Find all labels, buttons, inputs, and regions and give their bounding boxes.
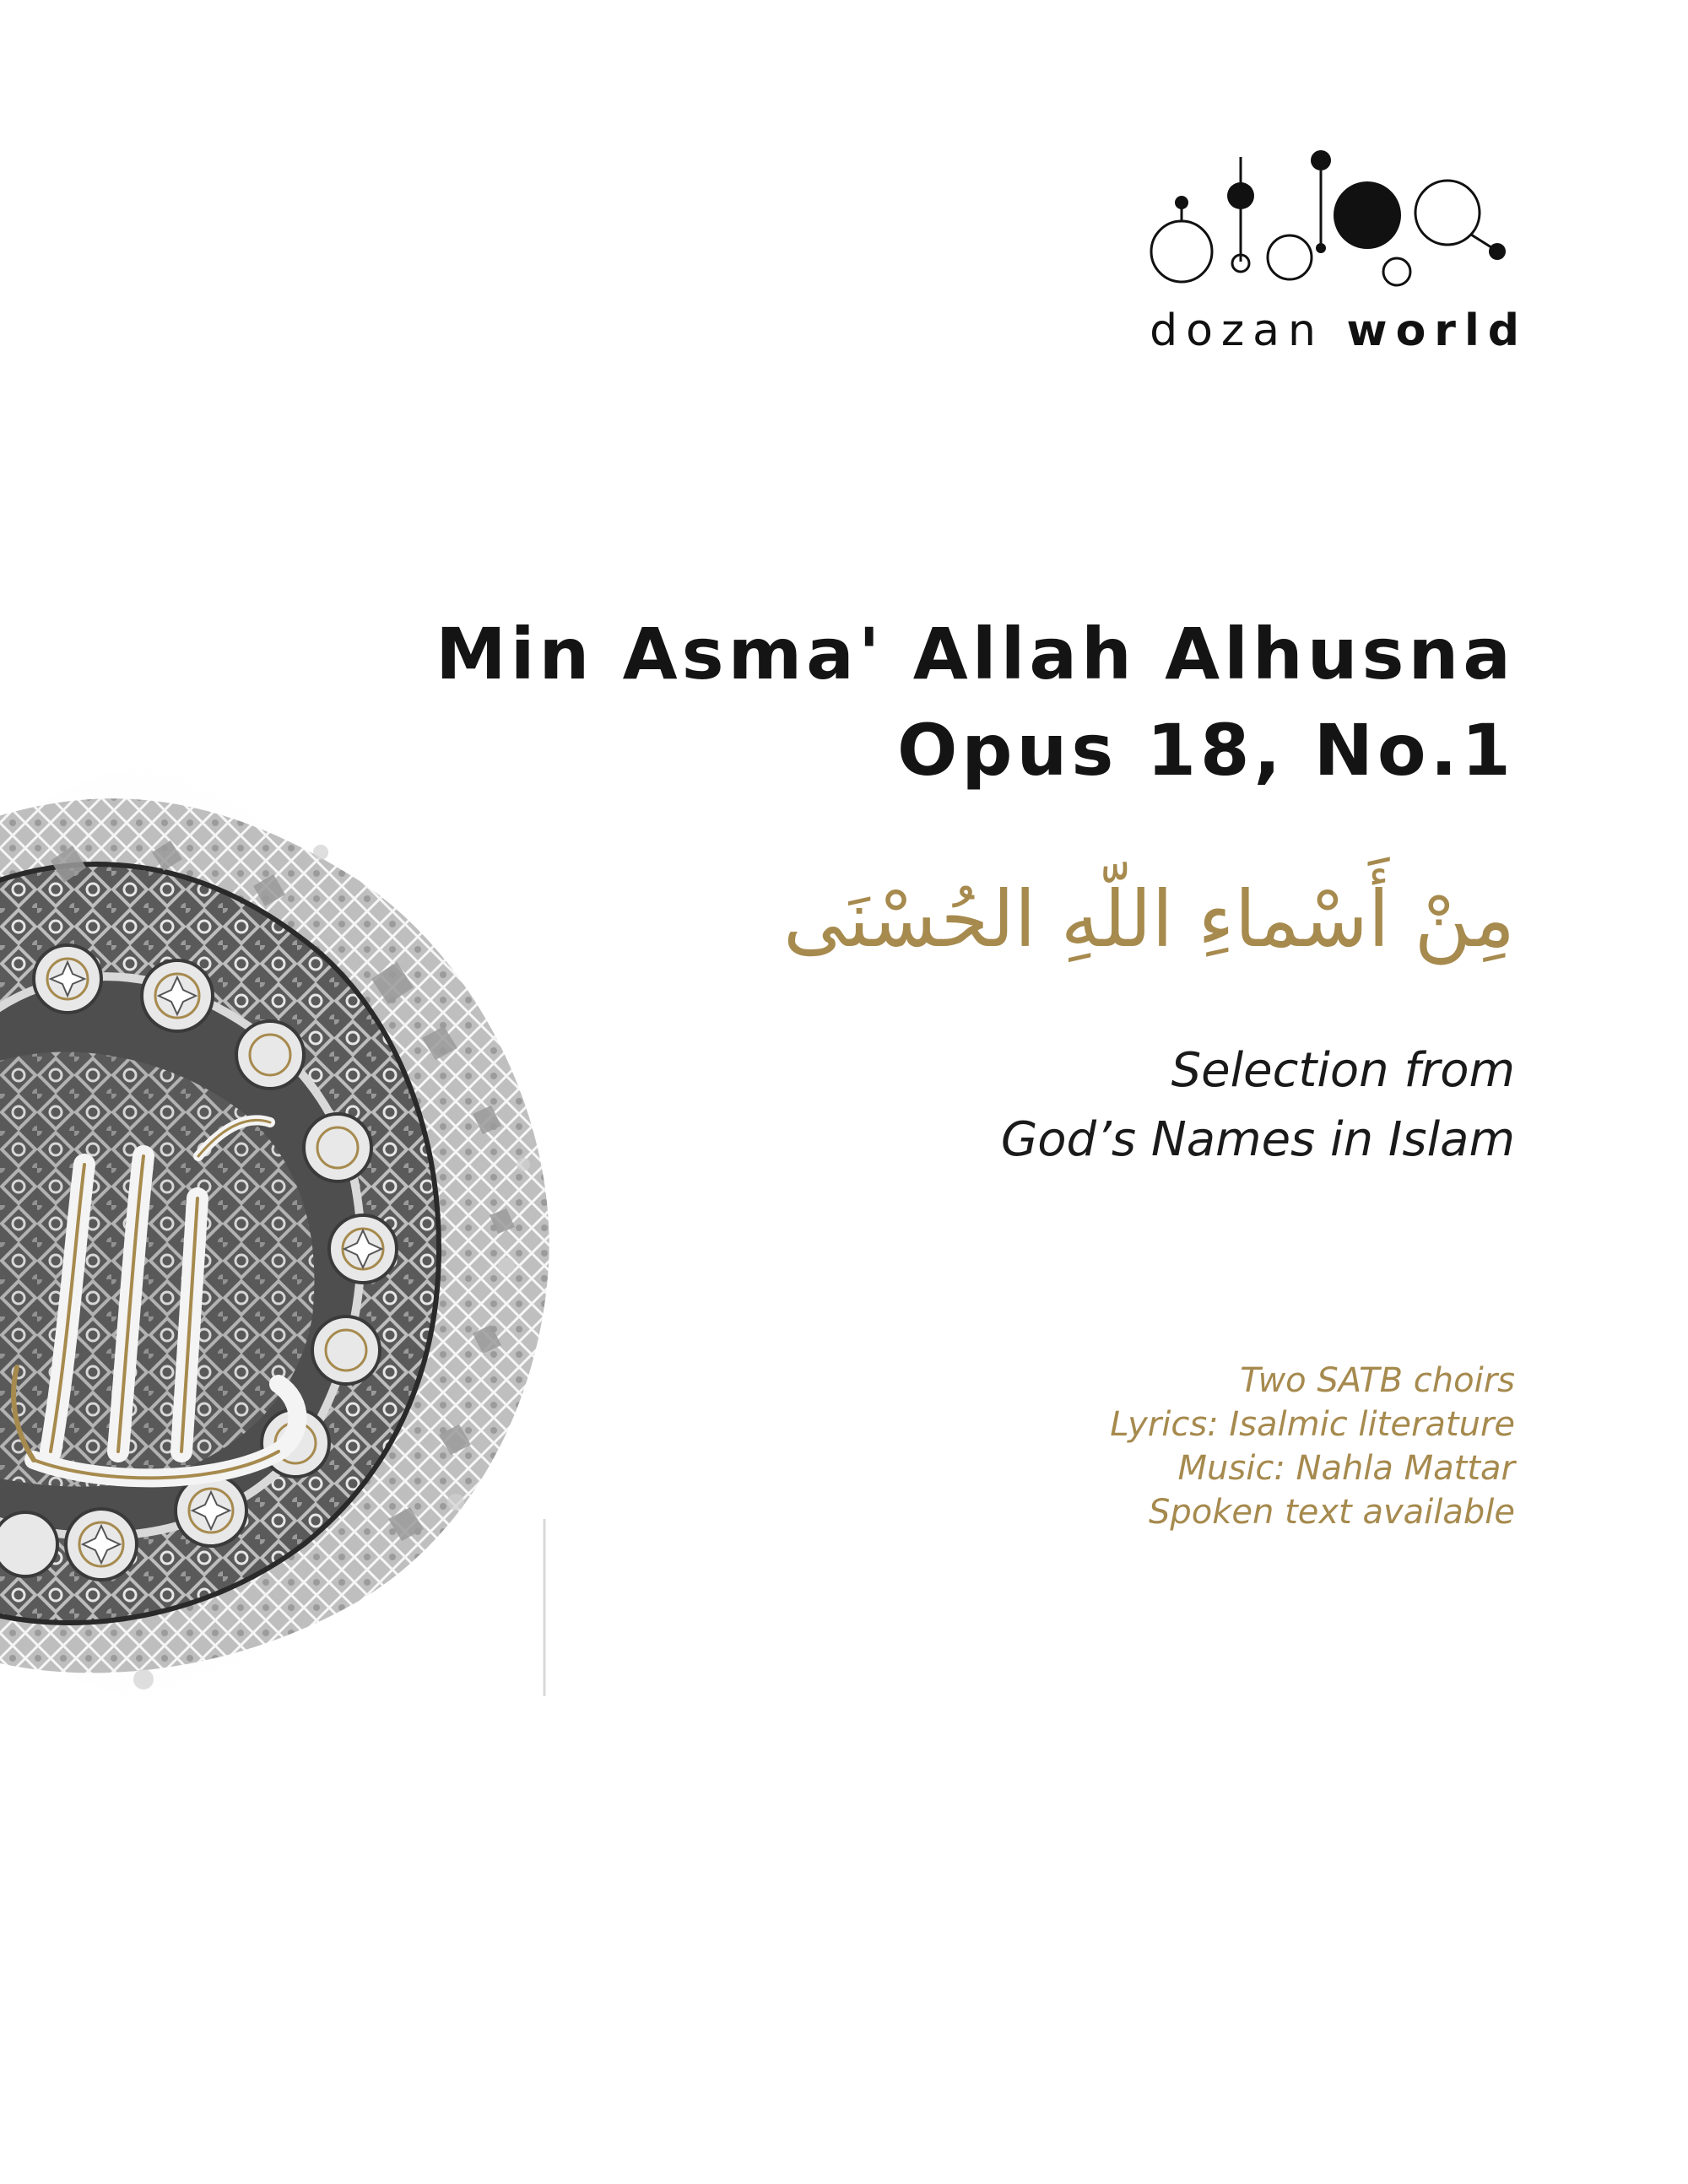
title-line-2: Opus 18, No.1	[897, 709, 1515, 792]
subtitle-line-1: Selection from	[1171, 1043, 1515, 1098]
arabic-title: مِنْ أَسْماءِ اللّهِ الحُسْنَى	[782, 874, 1515, 965]
score-details	[671, 1359, 1515, 1534]
detail-spoken-text: Spoken text available	[1148, 1493, 1515, 1532]
logo-word-dozan: dozan	[1150, 305, 1347, 356]
logo-wordmark	[1139, 305, 1528, 356]
subtitle	[418, 1036, 1515, 1175]
title-line-1: Min Asma' Allah Alhusna	[436, 613, 1515, 695]
detail-voicing: Two SATB choirs	[1240, 1361, 1515, 1400]
dozan-world-logo	[1139, 143, 1528, 363]
dozan-world-circles-logo-icon	[1139, 143, 1528, 295]
logo-word-world: world	[1346, 305, 1528, 356]
subtitle-line-2: God’s Names in Islam	[1000, 1112, 1515, 1167]
page-title	[249, 606, 1515, 798]
detail-music: Music: Nahla Mattar	[1177, 1449, 1515, 1488]
detail-lyrics: Lyrics: Isalmic literature	[1110, 1405, 1515, 1444]
